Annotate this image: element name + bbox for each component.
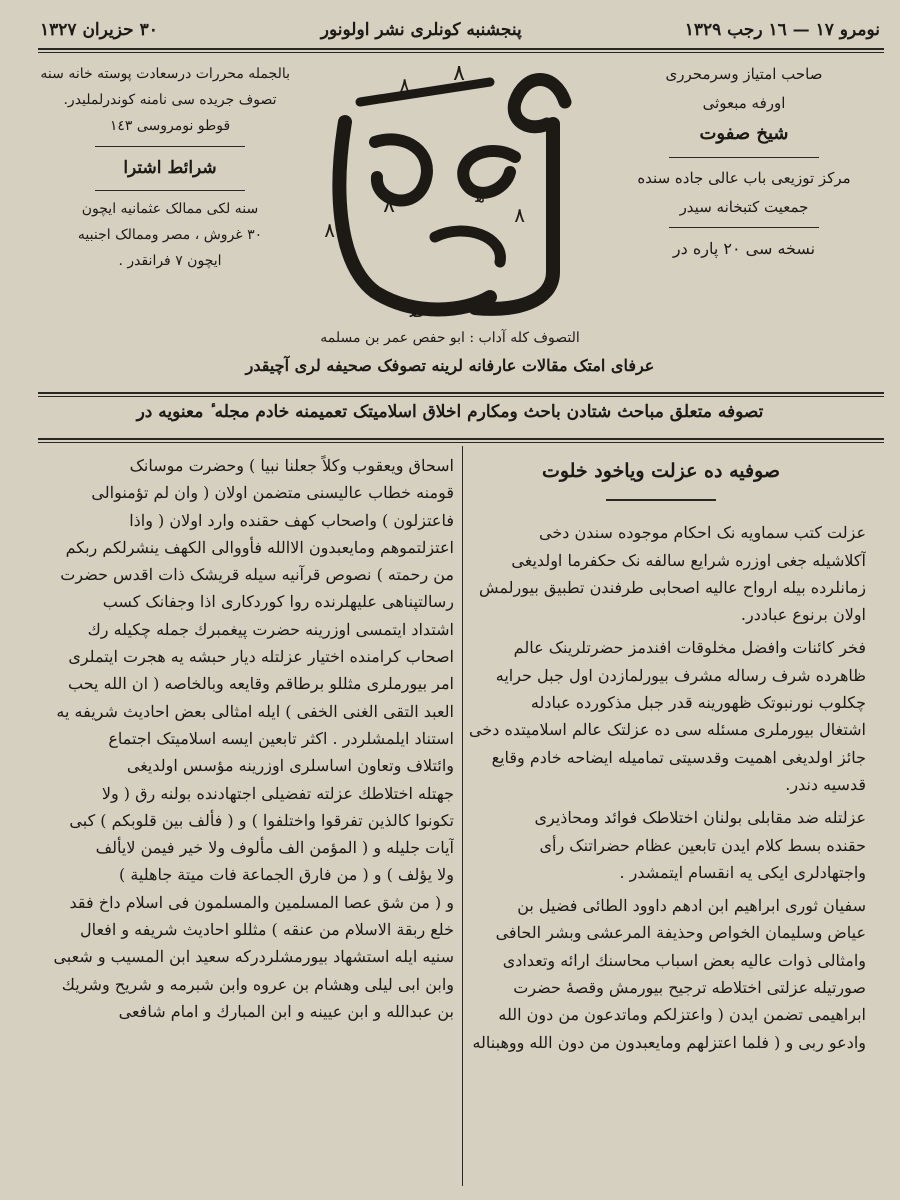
article-line: امر بیورملری مثللو برطاقم وقایعه وبالخاصه ( ان الله یحب bbox=[68, 674, 454, 694]
article-line: عزلتله ضد مقابلی بولنان اختلاطک فوائد ومحاذیری bbox=[534, 808, 866, 828]
article-line: جائز اولدیغی اهمیت وقدسیتی تماميله ایضاحه خادم وقایع bbox=[491, 747, 866, 767]
article-line: سنیه ایله استشهاد بیورمشلردرکه سعید ابن المسیب و شعبی bbox=[53, 947, 454, 967]
po-box-line: قوطو نومروسی ١٤٣ bbox=[109, 117, 231, 134]
article-line: وادعو ربی و ( فلما اعتزلهم ومایعبدون من دون الله ووهبناله bbox=[472, 1032, 866, 1052]
article-line: ابراهیمی تضمن ایدن ( واعتزلکم وماتدعون من دون الله bbox=[498, 1005, 866, 1025]
editor-name: شیخ صفوت bbox=[699, 123, 789, 144]
article-line: اسحاق ویعقوب وکلاً جعلنا نبیا ) وحضرت موسانک bbox=[129, 456, 454, 475]
article-line: عزلت کتب سماویه نک احکام موجوده سندن دخی bbox=[539, 523, 866, 543]
article-column-left bbox=[44, 452, 454, 1182]
article-line: حقنده بسط کلام ایدن تابعین عظام حضراتنک رأی bbox=[539, 835, 866, 855]
motto-quote: التصوف کله آداب : ابو حفص عمر بن مسلمه bbox=[320, 330, 580, 346]
article-line: فاعتزلون ) واصحاب کهف حقنده وارد اولان ( واذا bbox=[129, 510, 454, 530]
distribution-line: جمعیت کتبخانه سیدر bbox=[679, 197, 809, 216]
article-body-left bbox=[44, 452, 454, 1025]
svg-text:ﻫ: ﻫ bbox=[475, 186, 485, 207]
correspondence-line: تصوف جریده سی نامنه کوندرلملیدر. bbox=[63, 91, 277, 108]
divider bbox=[669, 227, 819, 228]
subscription-title: شرائط اشترا bbox=[123, 157, 217, 178]
article-line: اولان برنوع عباددر. bbox=[740, 605, 866, 625]
article-line: جهتله اختلاطك عزلته تفضیلی اجتهادنده بولنه رق ( ولا bbox=[101, 783, 454, 803]
article-paragraph bbox=[456, 892, 866, 1056]
svg-text:ﺻ: ﺻ bbox=[409, 301, 425, 322]
editor-info-box bbox=[628, 60, 860, 345]
journal-tagline: تصوفه متعلق مباحث شتادن باحث ومکارم اخلاق اسلامیتک تعمیمنه خادم مجله ٔ معنویه در bbox=[136, 402, 764, 422]
article-line: صورتیله عزلتی اختلاطه ترجیح بیورمش وقصهٔ حضرت bbox=[513, 978, 866, 998]
masthead-rule bbox=[38, 48, 884, 50]
article-line: بن عبدالله و ابن عیینه و ابن المبارك و امام شافعی bbox=[118, 1001, 454, 1021]
article-line: اشتداد ایتمسی اوزرینه حضرت پیغمبرك جمله چکیله رك bbox=[87, 619, 454, 639]
subscription-line: سنه لکی ممالک عثمانیه ایچون bbox=[81, 201, 259, 218]
svg-text:٨: ٨ bbox=[324, 218, 335, 242]
svg-text:٨: ٨ bbox=[514, 203, 525, 227]
article-line: خلع ربقة الاسلام من عنقه ) مثللو احادیث شریفه و افعال bbox=[79, 920, 454, 940]
article-paragraph bbox=[456, 519, 866, 628]
issue-date: ٣٠ حزیران ١٣٢٧ bbox=[40, 20, 158, 40]
header-rule-thin bbox=[38, 442, 884, 443]
article-line: اشتغال بیورملری مسئله سی ده عزلتک عالم اسلامیتده دخی bbox=[469, 720, 866, 740]
article-line: اعتزلتموهم ومایعبدون الاالله فأووالی الکهف ینشرلکم ربکم bbox=[65, 537, 454, 557]
article-line: ظاهرده شرف رساله مشرف بیورلمازدن اول جبل حرایه bbox=[495, 665, 866, 685]
article-line: قدسیه دندر. bbox=[785, 774, 866, 794]
article-line: زمانلرده بیله ارواح عالیه اصحابی طرفندن تطبیق بیورلمش bbox=[479, 577, 866, 597]
article-paragraph bbox=[44, 452, 454, 1025]
article-line: و ( من شق عصا المسلمین والمسلمون فی اسلام داخ فقد bbox=[69, 892, 454, 912]
article-paragraph bbox=[456, 634, 866, 798]
article-line: وائتلاف وتعاون اساسلری اوزرینه مؤسس اولدیغی bbox=[126, 756, 454, 776]
article-line: عیاض وسلیمان الخواص وحذیفة المرعشی وبشر الحافی bbox=[495, 923, 866, 943]
article-paragraph bbox=[456, 804, 866, 886]
article-title: صوفیه ده عزلت ویاخود خلوت bbox=[541, 460, 781, 482]
article-line: ولا یؤلف ) و ( من فارق الجماعة فات میتة جاهلیة ) bbox=[118, 865, 454, 885]
article-line: قومنه خطاب عالیسنی متضمن اولان ( وان لم تؤمنوالی bbox=[91, 483, 454, 503]
article-line: آکلاشیله جغی اوزره شرایع سالفه نک حکفرما اولدیغی bbox=[511, 550, 866, 570]
article-line: واجتهادلری ایکی یه انقسام ایتمشدر . bbox=[619, 862, 866, 882]
divider bbox=[669, 157, 819, 158]
issue-number: نومرو ١٧ — ١٦ رجب ١٣٢٩ bbox=[684, 20, 880, 40]
divider bbox=[95, 146, 245, 147]
article-line: من رحمته ) نصوص قرآنیه سیله قریشک ذات اقدس حضرت bbox=[60, 565, 454, 585]
motto-description: عرفای امتک مقالات عارفانه لرینه تصوفک صحیفه لری آچیقدر bbox=[245, 356, 655, 375]
article-line: استناد ایلمشلردر . اکثر تابعین ایسه اسلامیتک اجتماع bbox=[108, 728, 454, 748]
calligraphic-logo bbox=[315, 62, 585, 327]
header-rule bbox=[38, 392, 884, 394]
price-line: نسخه سی ٢٠ پاره در bbox=[672, 239, 816, 259]
article-line: فخر کائنات وافضل مخلوقات افندمز حضرتلرینک عالم bbox=[513, 638, 866, 658]
article-line: وامثالی ذوات عالیه بعض اسباب محاسنك ارائه وتعدادی bbox=[502, 950, 866, 970]
masthead-rule-thin bbox=[38, 52, 884, 53]
subscription-line: ٣٠ غروش ، مصر وممالک اجنبیه bbox=[77, 227, 263, 243]
article-line: سفیان ثوری ابراهیم ابن ادهم داوود الطائی فضیل بن bbox=[517, 896, 866, 916]
publication-schedule: پنجشنبه کونلری نشر اولونور bbox=[320, 20, 522, 40]
article-line: تکونوا کالذین تفرقوا واختلفوا ) و ( فألف بین قلوبکم ) کبی bbox=[69, 810, 454, 830]
subscription-line: ایچون ٧ فرانقدر . bbox=[118, 252, 222, 269]
article-line: اصحاب کرامنده اختیار عزلتله دیار حبشه یه هجرت ایتملری bbox=[68, 647, 454, 667]
masthead-bar bbox=[40, 14, 880, 46]
header-rule bbox=[38, 438, 884, 440]
editor-line: اورفه مبعوثی bbox=[702, 93, 786, 112]
svg-text:٨: ٨ bbox=[383, 193, 395, 218]
article-line: رسالتپناهی علیهلرنده روا کوردکاری اذا وجفانک کسب bbox=[102, 592, 454, 612]
divider bbox=[95, 190, 245, 191]
header-rule-thin bbox=[38, 396, 884, 397]
title-divider bbox=[606, 499, 716, 501]
article-line: العبد التقی الغنی الخفی ) ایله امثالی بعض احادیث شریفه یه bbox=[56, 701, 454, 721]
editor-line: صاحب امتیاز وسرمحرری bbox=[665, 65, 823, 83]
correspondence-line: بالجمله محررات درسعادت پوسته خانه سنه bbox=[40, 66, 290, 82]
distribution-line: مرکز توزیعی باب عالی جاده سنده bbox=[637, 169, 851, 188]
article-line: چکلوب نورنبوتک ظهورینه قدر جبل مذکورده عبادله bbox=[530, 693, 866, 713]
svg-text:٨: ٨ bbox=[399, 73, 410, 97]
article-line: آیات جلیله و ( المؤمن الف مألوف ولا خیر فیمن لایألف bbox=[95, 838, 454, 858]
article-column-right bbox=[456, 452, 866, 1182]
article-line: وابن ابی لیلی وهشام بن عروه وابن شبرمه و شریح وشریك bbox=[61, 974, 454, 994]
subscription-box bbox=[40, 62, 290, 352]
svg-text:٨: ٨ bbox=[453, 62, 465, 86]
article-body-right bbox=[456, 519, 866, 1056]
logo-calligraphy-icon bbox=[315, 62, 585, 327]
